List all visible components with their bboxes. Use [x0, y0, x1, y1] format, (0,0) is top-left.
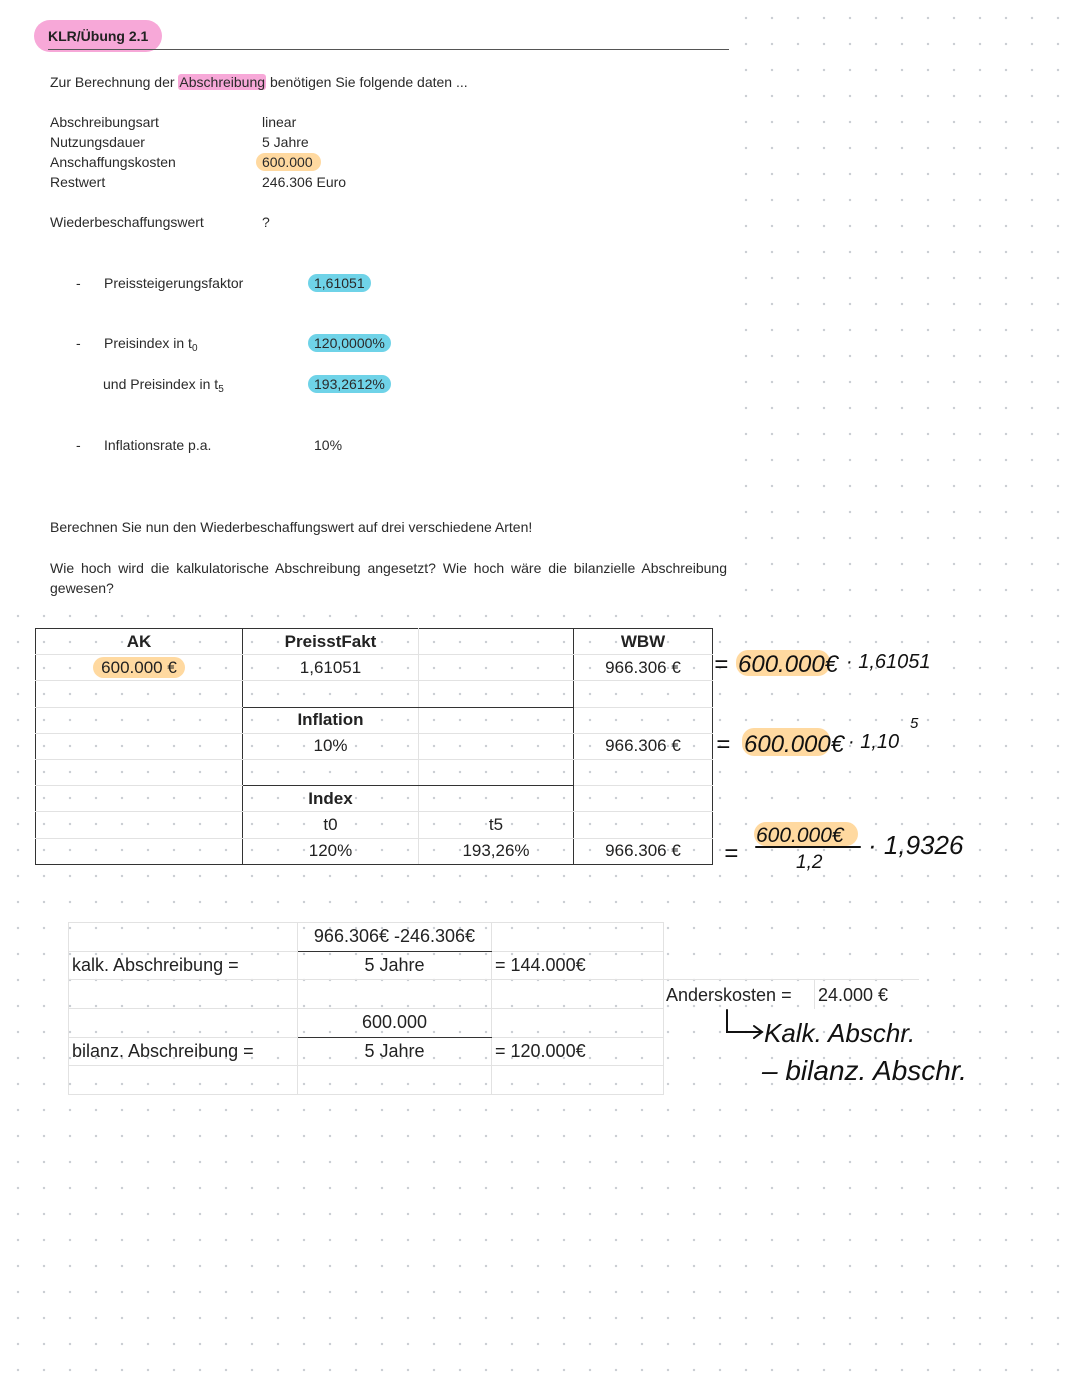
formula3-numerator: 600.000€	[756, 824, 844, 847]
psf-label: Preissteigerungsfaktor	[104, 275, 244, 291]
pi-t0-value	[314, 335, 391, 351]
ak-value-cell	[36, 655, 243, 681]
table-row	[36, 655, 713, 681]
bullet-dash: -	[76, 437, 81, 453]
anschaffungskosten-highlight: 600.000	[256, 153, 321, 171]
psf-value	[314, 275, 371, 291]
formula3-denominator: 1,2	[796, 852, 823, 873]
ak-header: AK	[36, 629, 243, 655]
note-kalk-abschr: Kalk. Abschr.	[764, 1018, 916, 1048]
pi-t5-label-text: und Preisindex in t	[103, 376, 219, 392]
formula2-base: 600.000€	[744, 731, 845, 758]
pi-t5-subscript: 5	[218, 384, 224, 395]
kalk-numerator: 966.306€ -246.306€	[298, 923, 492, 952]
bilanz-label: bilanz. Abschreibung =	[69, 1037, 298, 1066]
pi-t0-label	[104, 335, 198, 354]
formula3-factor: · 1,9326	[868, 830, 964, 860]
inflation-value-cell: 10%	[243, 733, 419, 759]
formula2-factor: · 1,10	[848, 731, 900, 753]
handwritten-annotations	[710, 630, 1000, 1100]
wbw-table	[35, 628, 713, 865]
table-row	[69, 1066, 664, 1095]
t0-label: t0	[243, 812, 419, 838]
table-row	[36, 707, 713, 733]
abschreibung-table	[68, 922, 664, 1095]
task-line-1: Berechnen Sie nun den Wiederbeschaffungswert auf drei verschiedene Arten!	[50, 519, 533, 535]
table-row	[36, 786, 713, 812]
inflation-label: Inflationsrate p.a.	[104, 437, 212, 453]
given-label-nutzungsdauer: Nutzungsdauer	[50, 134, 145, 150]
given-value-abschreibungsart: linear	[262, 114, 297, 130]
bullet-dash: -	[76, 335, 81, 351]
table-row	[69, 923, 664, 952]
table-row	[69, 1009, 664, 1038]
t0-value: 120%	[243, 838, 419, 864]
table-row	[36, 759, 713, 785]
intro-suffix: benötigen Sie folgende daten ...	[269, 74, 468, 90]
kalk-label: kalk. Abschreibung =	[69, 951, 298, 980]
wbw-value-3: 966.306 €	[574, 838, 713, 864]
given-label-restwert: Restwert	[50, 174, 106, 190]
given-value-restwert: 246.306 Euro	[262, 174, 347, 190]
wbw-header: WBW	[574, 629, 713, 655]
kalk-result: = 144.000€	[492, 951, 664, 980]
table-row	[69, 951, 664, 980]
psf-value-cell: 1,61051	[243, 655, 419, 681]
given-label-anschaffungskosten: Anschaffungskosten	[50, 154, 176, 170]
intro-prefix: Zur Berechnung der	[50, 74, 175, 90]
index-header: Index	[243, 786, 419, 812]
inflation-value: 10%	[314, 437, 343, 453]
pi-t5-value	[314, 376, 391, 392]
note-bilanz-abschr: – bilanz. Abschr.	[762, 1055, 967, 1086]
inflation-header: Inflation	[243, 707, 419, 733]
bullet-dash: -	[76, 275, 81, 291]
task-line-2: Wie hoch wird die kalkulatorische Abschreibung angesetzt? Wie hoch wäre die bilanzielle Abschreibung gewesen?	[50, 560, 727, 596]
formula2-eq: =	[716, 731, 731, 758]
pi-t5-highlight: 193,2612%	[308, 375, 391, 393]
wbw-value-1: 966.306 €	[574, 655, 713, 681]
table-row	[69, 1037, 664, 1066]
psf-header: PreisstFakt	[243, 629, 419, 655]
bilanz-denominator: 5 Jahre	[298, 1037, 492, 1066]
page-title: KLR/Übung 2.1	[34, 20, 162, 52]
formula1-eq: =	[714, 651, 729, 678]
pi-t5-label	[103, 376, 224, 395]
given-value-anschaffungskosten	[262, 154, 321, 170]
psf-highlight: 1,61051	[308, 274, 371, 292]
wbw-question-label: Wiederbeschaffungswert	[50, 214, 204, 230]
anderskosten-label: Anderskosten =	[666, 985, 792, 1005]
intro-highlight: Abschreibung	[179, 74, 266, 90]
t5-label: t5	[419, 812, 574, 838]
kalk-denominator: 5 Jahre	[298, 951, 492, 980]
ak-value: 600.000 €	[93, 657, 185, 678]
given-value-nutzungsdauer: 5 Jahre	[262, 134, 309, 150]
table-row	[36, 629, 713, 655]
bilanz-numerator: 600.000	[298, 1009, 492, 1038]
anderskosten-value: 24.000 €	[818, 985, 889, 1005]
wbw-value-2: 966.306 €	[574, 733, 713, 759]
t5-value: 193,26%	[419, 838, 574, 864]
formula1-factor: · 1,61051	[846, 651, 931, 673]
formula1-base: 600.000€	[738, 651, 839, 678]
intro-line	[50, 74, 468, 90]
formula2-exponent: 5	[910, 715, 919, 732]
formula3-eq: =	[724, 840, 739, 867]
given-label-abschreibungsart: Abschreibungsart	[50, 114, 159, 130]
table-row	[36, 812, 713, 838]
table-row	[69, 980, 664, 1009]
title-underline	[48, 49, 729, 50]
pi-t0-label-text: Preisindex in t	[104, 335, 192, 351]
pi-t0-subscript: 0	[191, 343, 198, 354]
table-row	[36, 681, 713, 707]
bilanz-result: = 120.000€	[492, 1037, 664, 1066]
wbw-question-value: ?	[262, 214, 270, 230]
table-row	[36, 838, 713, 864]
table-row	[36, 733, 713, 759]
pi-t0-highlight: 120,0000%	[308, 334, 391, 352]
